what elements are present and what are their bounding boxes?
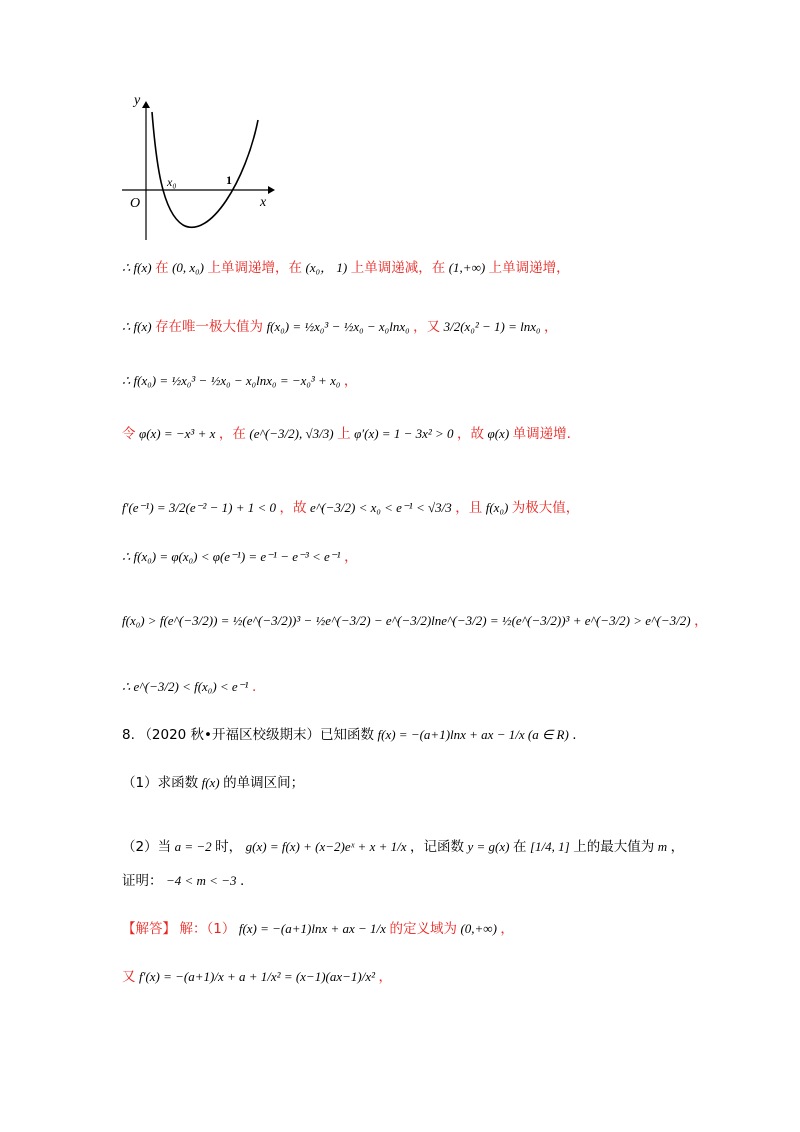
axis-y-label: y	[134, 93, 141, 108]
math: ∴ f(x)	[122, 260, 152, 275]
one-label: 1	[226, 173, 232, 187]
math: ∴ f(x)	[122, 319, 152, 334]
problem-header	[122, 726, 577, 745]
text: 又	[122, 969, 136, 985]
problem-part-2	[122, 838, 684, 857]
problem-number: 8.	[122, 727, 135, 743]
text: ，在	[218, 426, 246, 442]
solution-line-3	[122, 372, 357, 391]
x-axis-arrow	[268, 186, 275, 194]
answer-tag: 【解答】	[122, 921, 176, 937]
math: (e^(−3/2), √3/3)	[249, 426, 334, 441]
solution-line-4	[122, 425, 571, 444]
text: 证明：	[122, 873, 163, 889]
math: (0, x₀)	[172, 260, 205, 275]
axis-x-label: x	[260, 195, 267, 210]
problem-source: （2020 秋•开福区校级期末）已知函数	[138, 727, 375, 743]
text: ，	[694, 613, 708, 629]
solution-line-7	[122, 612, 708, 631]
curve	[152, 112, 258, 227]
math: −4 < m < −3	[166, 873, 237, 888]
text: .	[572, 727, 577, 743]
answer-line-1	[122, 920, 514, 939]
text: 单调递增.	[512, 426, 571, 442]
problem-prove	[122, 872, 244, 891]
text: ，	[544, 319, 558, 335]
text: 上的最大值为	[573, 839, 655, 855]
math: (x₀， 1)	[305, 260, 348, 275]
math: g(x) = f(x) + (x−2)eˣ + x + 1/x	[245, 839, 407, 854]
math: m	[657, 839, 668, 854]
math: (1,+∞)	[448, 260, 486, 275]
text: ，且	[455, 500, 483, 516]
y-axis-arrow	[142, 101, 150, 108]
text: 在	[155, 260, 169, 276]
text: ，记函数	[410, 839, 464, 855]
text: 的单调区间；	[223, 775, 305, 791]
math: φ(x)	[487, 426, 510, 441]
text: ，	[344, 549, 358, 565]
math: ∴ e^(−3/2) < f(x₀) < e⁻¹	[122, 679, 249, 694]
text: ，	[343, 373, 358, 389]
text: 存在唯一极大值为	[155, 319, 264, 335]
answer-line-2	[122, 968, 392, 987]
text: .	[251, 679, 257, 695]
text: 上单调递增，在	[207, 260, 303, 276]
solution-line-2	[122, 318, 558, 337]
text: 上单调递增，	[488, 260, 570, 276]
math: a = −2	[174, 839, 212, 854]
text: 时，	[215, 839, 243, 855]
math: f(x₀)	[485, 500, 509, 515]
text: ，	[378, 969, 393, 985]
text: （2）当	[122, 839, 172, 855]
math: f(x₀) > f(e^(−3/2)) = ½(e^(−3/2))³ − ½e^(−3/2) − e^(−3/2)lne^(−3/2) = ½(e^(−3/2))³ + e^(−3/2) > e^(−3/2)	[122, 613, 691, 628]
math: f(x₀) = ½x₀³ − ½x₀ − x₀lnx₀	[266, 319, 410, 334]
math: (0,+∞)	[460, 921, 497, 936]
math: [1/4, 1]	[529, 839, 570, 854]
math: φ′(x) = 1 − 3x² > 0	[354, 426, 454, 441]
text: 在	[512, 839, 527, 855]
math: 3/2(x₀² − 1) = lnx₀	[443, 319, 541, 334]
solution-line-5	[122, 499, 579, 518]
math: y = g(x)	[467, 839, 510, 854]
text: 的定义域为	[389, 921, 457, 937]
math: f(x) = −(a+1)lnx + ax − 1/x (a ∈ R)	[377, 727, 569, 742]
origin-label: O	[130, 196, 141, 211]
math: ∴ f(x₀) = φ(x₀) < φ(e⁻¹) = e⁻¹ − e⁻³ < e⁻¹	[122, 549, 341, 564]
text: .	[239, 873, 245, 889]
text: 上	[337, 426, 351, 442]
solution-line-1	[122, 259, 570, 278]
text: ，又	[413, 319, 441, 335]
solution-line-6	[122, 548, 358, 567]
text: ，	[670, 839, 685, 855]
text: （1）求函数	[122, 775, 199, 791]
math: f(x) = −(a+1)lnx + ax − 1/x	[238, 921, 386, 936]
text: 为极大值，	[511, 500, 580, 516]
text: 解：（1）	[179, 921, 236, 937]
text: 上单调递减，在	[350, 260, 446, 276]
text: ，故	[457, 426, 485, 442]
math: f′(x) = −(a+1)/x + a + 1/x² = (x−1)(ax−1)/x²	[139, 969, 376, 984]
x0-label: x₀	[167, 175, 177, 189]
solution-line-8	[122, 678, 256, 697]
math: ∴ f(x₀) = ½x₀³ − ½x₀ − x₀lnx₀ = −x₀³ + x₀	[122, 373, 341, 388]
math: f(x)	[201, 775, 220, 790]
text: 令	[122, 426, 136, 442]
math: φ(x) = −x³ + x	[139, 426, 216, 441]
text: ，	[500, 921, 514, 937]
function-graph	[118, 92, 278, 242]
problem-part-1	[122, 774, 304, 793]
math: f′(e⁻¹) = 3/2(e⁻² − 1) + 1 < 0	[122, 500, 277, 515]
math: e^(−3/2) < x₀ < e⁻¹ < √3/3	[310, 500, 452, 515]
text: ，故	[279, 500, 307, 516]
